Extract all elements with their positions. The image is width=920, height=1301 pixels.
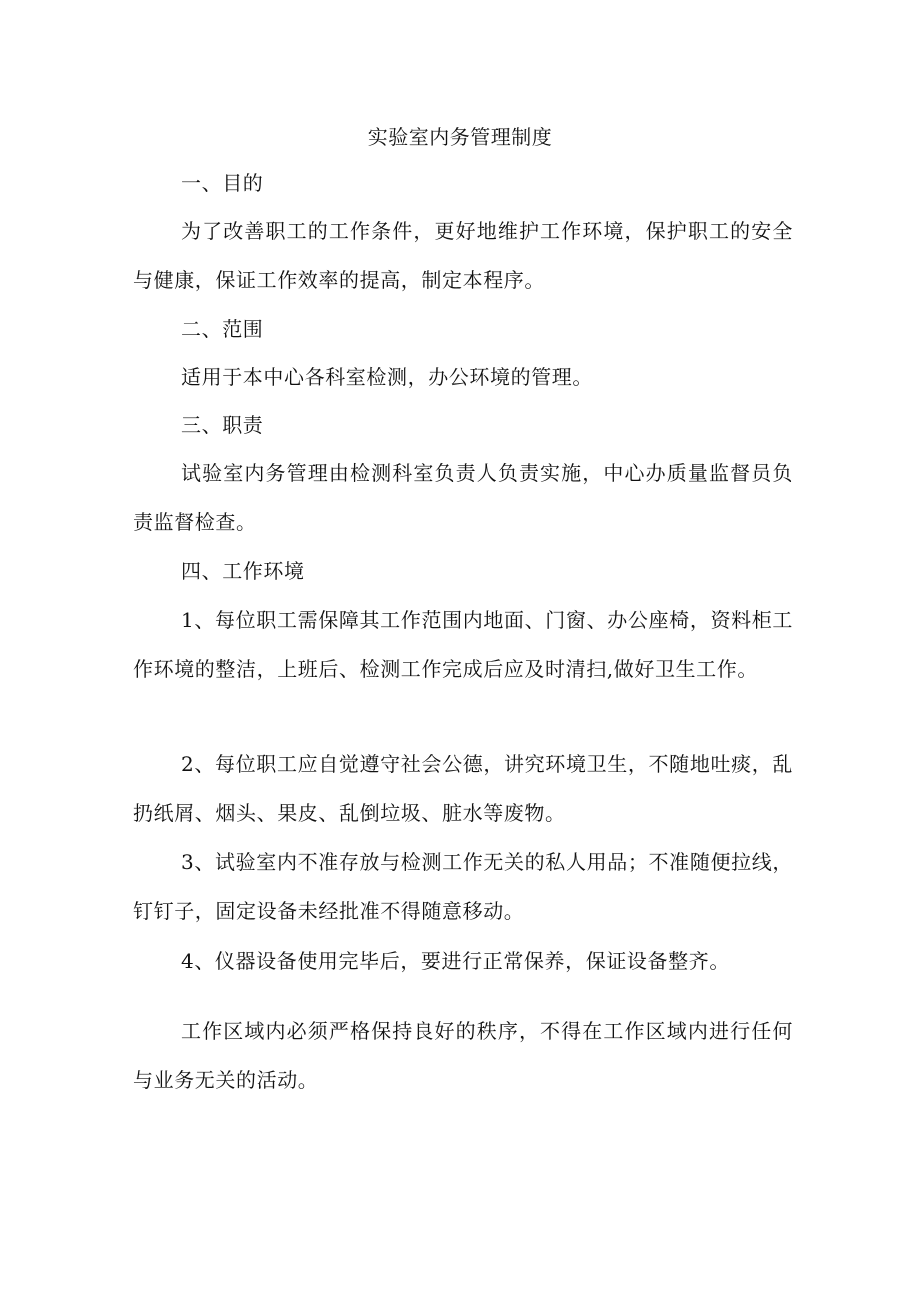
list-item: 3、试验室内不准存放与检测工作无关的私人用品；不准随便拉线，钉钉子，固定设备未经批准不得随意移动。: [133, 850, 793, 923]
closing-text: 工作区域内必须严格保持良好的秩序，不得在工作区域内进行任何与业务无关的活动。: [133, 1019, 793, 1092]
environment-item-3: [133, 838, 793, 936]
closing-paragraph: [133, 1007, 793, 1105]
section-scope-heading: [133, 305, 793, 354]
environment-item-2: [133, 740, 793, 838]
environment-item-1: [133, 596, 793, 694]
section-paragraph: 试验室内务管理由检测科室负责人负责实施，中心办质量监督员负责监督检查。: [133, 461, 793, 534]
section-scope-text: [133, 353, 793, 402]
list-item: 1、每位职工需保障其工作范围内地面、门窗、办公座椅，资料柜工作环境的整洁，上班后、检测工作完成后应及时清扫,做好卫生工作。: [133, 608, 793, 681]
section-heading: 三、职责: [181, 413, 264, 437]
section-duties-heading: [133, 401, 793, 450]
section-heading: 二、范围: [181, 317, 264, 341]
environment-item-4: [133, 937, 793, 986]
document-title: 实验室内务管理制度: [367, 125, 553, 149]
list-item: 4、仪器设备使用完毕后，要进行正常保养，保证设备整齐。: [181, 949, 730, 973]
section-purpose-text: [133, 207, 793, 305]
section-heading: 一、目的: [181, 171, 264, 195]
section-heading: 四、工作环境: [181, 559, 305, 583]
section-purpose-heading: [133, 159, 793, 208]
section-environment-heading: [133, 547, 793, 596]
section-paragraph: 为了改善职工的工作条件，更好地维护工作环境，保护职工的安全与健康，保证工作效率的提高，制定本程序。: [133, 219, 793, 292]
list-item: 2、每位职工应自觉遵守社会公德，讲究环境卫生，不随地吐痰，乱扔纸屑、烟头、果皮、乱倒垃圾、脏水等废物。: [133, 752, 793, 825]
section-duties-text: [133, 449, 793, 547]
section-paragraph: 适用于本中心各科室检测，办公环境的管理。: [181, 365, 593, 389]
